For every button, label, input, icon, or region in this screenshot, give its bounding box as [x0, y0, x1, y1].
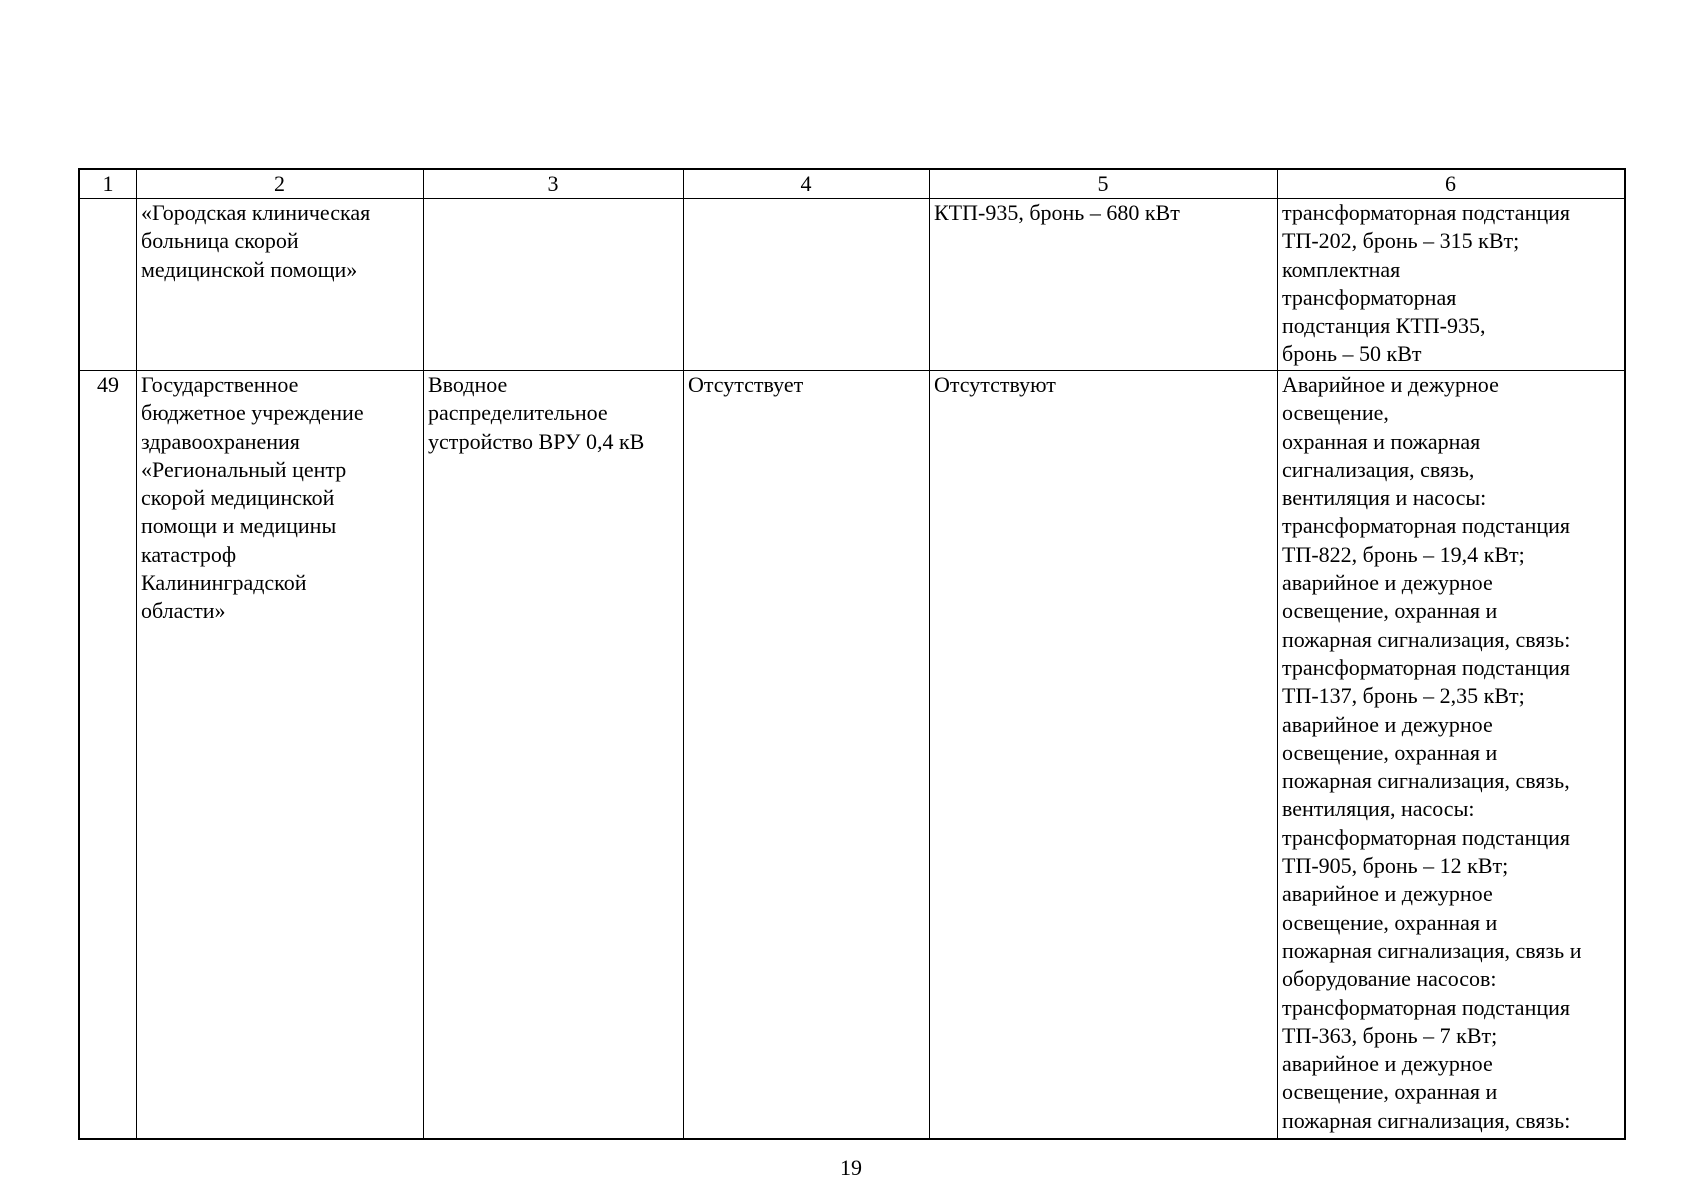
- cell-col6: трансформаторная подстанция ТП-202, бронь – 315 кВт; комплектная трансформаторная подстанция КТП-935, бронь – 50 кВт: [1282, 200, 1571, 367]
- header-cell-3: 3: [547, 171, 559, 196]
- header-cell-1: 1: [102, 171, 114, 196]
- header-cell-2: 2: [274, 171, 285, 196]
- page-number: 19: [840, 1155, 862, 1180]
- cell-col6: Аварийное и дежурное освещение, охранная и пожарная сигнализация, связь, вентиляция и насосы: трансформаторная подстанция ТП-822, бронь – 19,4 кВт; аварийное и дежурное освещение, охранная и пожарная сигнализация, связь: трансформаторная подстанция ТП-137, бронь – 2,35 кВт; аварийное и дежурное освещение, охранная и пожарная сигнализация, связь, вентиляция, насосы: трансформаторная подстанция ТП-905, бронь – 12 кВт; аварийное и дежурное освещение, охранная и пожарная сигнализация, связь и оборудование насосов: трансформаторная подстанция ТП-363, бронь – 7 кВт; аварийное и дежурное освещение, охранная и пожарная сигнализация, связь:: [1282, 372, 1582, 1133]
- cell-organization: Государственное бюджетное учреждение здравоохранения «Региональный центр скорой медицинской помощи и медицины катастроф Калининградской области»: [141, 372, 364, 624]
- cell-row-number: 49: [97, 372, 119, 397]
- header-cell-5: 5: [1097, 171, 1109, 196]
- column-divider: [929, 170, 930, 1138]
- cell-organization: «Городская клиническая больница скорой медицинской помощи»: [141, 200, 371, 282]
- cell-col5: КТП-935, бронь – 680 кВт: [934, 200, 1180, 225]
- column-divider: [423, 170, 424, 1138]
- cell-col3: Вводное распределительное устройство ВРУ 0,4 кВ: [428, 372, 645, 454]
- cell-col5: Отсутствуют: [934, 372, 1056, 397]
- header-cell-4: 4: [800, 171, 812, 196]
- cell-col4: Отсутствует: [688, 372, 804, 397]
- column-divider: [683, 170, 684, 1138]
- header-cell-6: 6: [1445, 171, 1456, 196]
- data-table: [78, 168, 1626, 1140]
- column-divider: [136, 170, 137, 1138]
